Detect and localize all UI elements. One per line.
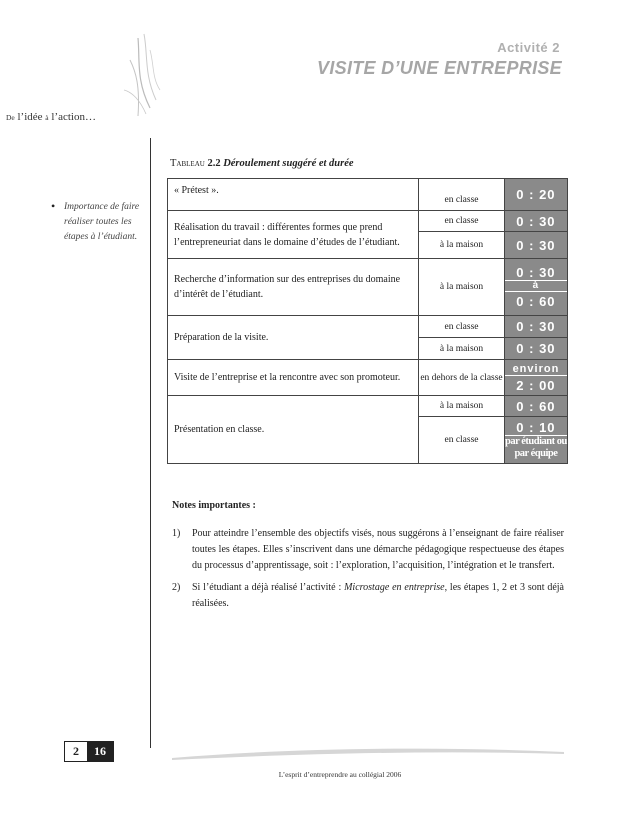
page-title: VISITE D’UNE ENTREPRISE <box>317 58 562 78</box>
row1-location: en classe <box>419 179 505 211</box>
note-1-text: Pour atteindre l’ensemble des objectifs visés, nous suggérons à l’enseignant de faire réaliser toutes les étapes. Elles s’inscrivent dans une démarche pédagogique respectueuse des étapes du processus d’apprentissage, soit : l’exploration, l’acquisition, l’intégration et le transfert. <box>192 528 564 571</box>
table-row <box>168 259 568 316</box>
table-row <box>168 211 568 232</box>
row3-duration-top: 0 : 30 <box>516 265 556 280</box>
slogan-a: à <box>45 113 49 122</box>
bullet-icon: • <box>51 199 56 213</box>
row6-location-b: en classe <box>419 417 505 464</box>
slogan-action: l’action… <box>48 111 96 123</box>
row2-duration-a: 0 : 30 <box>504 211 567 232</box>
footer-text: L’esprit d’entreprendre au collégial 2006 <box>278 770 402 779</box>
row3-duration <box>504 259 567 316</box>
table-row <box>168 396 568 417</box>
row2-duration-b: 0 : 30 <box>504 232 567 259</box>
page-number: 16 <box>87 742 113 761</box>
row2-description: Réalisation du travail : différentes formes que prend l’entrepreneuriat dans le domaine d’études de l’étudiant. <box>168 211 419 259</box>
page-number-box <box>64 741 114 762</box>
note-2-text-emphasis: Microstage en entreprise <box>344 582 445 593</box>
slogan-de: De <box>6 113 15 122</box>
row2-location-b: à la maison <box>419 232 505 259</box>
schedule-table <box>167 178 568 464</box>
note-2 <box>172 580 564 612</box>
row6-duration-b-value: 0 : 10 <box>516 420 556 435</box>
table-row <box>168 360 568 396</box>
note-2-text-post: , les étapes 1, 2 et 3 sont déjà réalisées. <box>192 582 564 609</box>
table-caption-title: Déroulement suggéré et durée <box>223 158 354 169</box>
footer-swoosh <box>172 744 564 764</box>
row4-location-b: à la maison <box>419 338 505 360</box>
row1-description: « Prétest ». <box>168 179 419 211</box>
margin-rule <box>150 138 151 748</box>
slogan <box>6 111 96 123</box>
row3-location: à la maison <box>419 259 505 316</box>
notes-section <box>172 498 564 612</box>
row4-duration-b: 0 : 30 <box>504 338 567 360</box>
side-note <box>51 199 144 245</box>
table-row <box>168 179 568 211</box>
row5-description: Visite de l’entreprise et la rencontre avec son promoteur. <box>168 360 419 396</box>
row5-duration-top: environ <box>512 362 560 375</box>
row5-duration-bottom: 2 : 00 <box>505 375 567 393</box>
section-number: 2 <box>65 742 87 761</box>
row5-location: en dehors de la classe <box>419 360 505 396</box>
row6-description: Présentation en classe. <box>168 396 419 464</box>
note-2-text-pre: Si l’étudiant a déjà réalisé l’activité : <box>192 582 345 593</box>
row4-description: Préparation de la visite. <box>168 316 419 360</box>
table-caption-number: 2.2 <box>204 158 224 169</box>
row3-description: Recherche d’information sur des entreprises du domaine d’intérêt de l’étudiant. <box>168 259 419 316</box>
activity-label: Activité 2 <box>497 40 560 55</box>
row5-duration <box>504 360 567 396</box>
table-caption <box>170 158 354 169</box>
row4-duration-a: 0 : 30 <box>504 316 567 338</box>
decorative-figure-sketch <box>110 30 170 120</box>
row3-duration-bottom: 0 : 60 <box>505 291 567 309</box>
row4-location-a: en classe <box>419 316 505 338</box>
footer <box>0 770 638 779</box>
row2-location-a: en classe <box>419 211 505 232</box>
table-row <box>168 316 568 338</box>
note-1 <box>172 526 564 574</box>
side-note-text: Importance de faire réaliser toutes les étapes à l’étudiant. <box>64 202 140 242</box>
row6-duration-a: 0 : 60 <box>504 396 567 417</box>
note-1-number: 1) <box>172 528 181 539</box>
row1-duration: 0 : 20 <box>504 179 567 211</box>
slogan-idee: l’idée <box>14 111 46 123</box>
row6-duration-b-sub: par étudiant ou par équipe <box>505 436 567 459</box>
note-2-number: 2) <box>172 582 181 593</box>
notes-title: Notes importantes : <box>172 500 256 511</box>
row3-duration-mid: à <box>505 280 567 291</box>
row6-duration-b <box>504 417 567 464</box>
row6-location-a: à la maison <box>419 396 505 417</box>
table-caption-label: Tableau <box>170 158 205 169</box>
